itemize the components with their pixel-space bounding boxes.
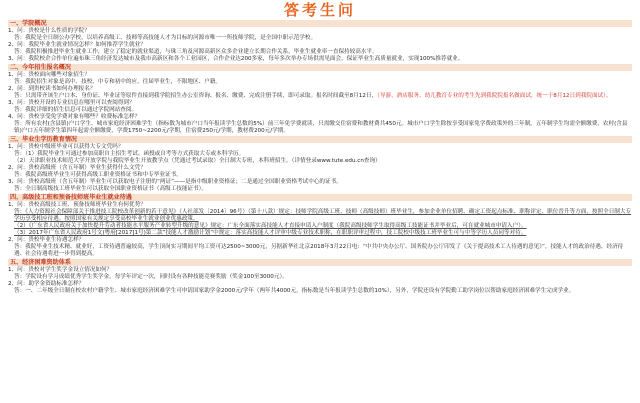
question-text: 1、问：贵校对学生奖学金设立情况如何？ <box>8 266 113 273</box>
answer-text: 答：我院详细的招生信息可以通过学院网站查阅。 <box>14 107 138 114</box>
question <box>8 100 632 107</box>
answer <box>8 209 632 223</box>
faq-section <box>8 136 632 193</box>
faq-sections <box>8 20 632 295</box>
question <box>8 144 632 151</box>
answer-text: 答：学院设有学习成绩优秀学生奖学金，每学年评定一次，同时设有各种技能竞赛奖励（奖金100至3000元）。 <box>14 273 288 280</box>
question-text: 2、问：我院毕业生就业情况怎样？如何推荐学生就业？ <box>8 42 146 49</box>
answer <box>8 151 632 158</box>
question-text: 2、问：助学金资助标准怎样？ <box>8 280 85 287</box>
answer <box>8 223 632 230</box>
question-text: 3、问：贵校开设的专业信息在哪里可以查阅得到？ <box>8 99 135 106</box>
faq-section <box>8 64 632 135</box>
question-text: 1、问：贵校面向哪些对象招生？ <box>8 71 90 78</box>
question-text: 1、问：贵校高级技工班、预备技师班毕业生有何优势？ <box>8 201 146 208</box>
question-text: 3、问：贵校高级班（含五年制）毕业生可以获取电子注册的“两证”——是指中级职业资格证；二是通过全国职业资格考试中心的证书。 <box>8 179 342 186</box>
answer <box>8 274 632 281</box>
section-heading: 一、学院概况 <box>8 20 632 27</box>
answer <box>8 79 632 86</box>
question-text: 4、问：贵校享受免学费对象有哪些？收费标准怎样？ <box>8 114 141 121</box>
question-text: 2、问：到贵校读书如何办理报名？ <box>8 85 96 92</box>
section-heading: 三、毕业生学历教育情况 <box>8 136 632 143</box>
answer-text: 答：我院是全日制公办学校，以培养高级工、技师等高技能人才为目标的河源市唯一一所技师学院，是全国中职示范学校。 <box>14 35 317 42</box>
answer <box>8 93 632 100</box>
question <box>8 72 632 79</box>
answer-text: 答：我院高级班毕业生可获得高级工职业资格证书和中专毕业证书。 <box>14 171 182 178</box>
answer-text: 答：我院积极推进毕业生就业工作，建立了稳定的就业渠道，与珠三角及河源高新区众多企业建立长期合作关系，毕业生就业率一直保持较高水平。 <box>14 49 378 56</box>
answer-text: 答：只需带齐该生户口本、身份证、毕业证等原件直接到我学院招生办公室咨询、报名、缴费、完成注册手续，即可录取。报名时间截至8月12日， <box>14 92 378 99</box>
faq-section <box>8 20 632 63</box>
question <box>8 165 632 172</box>
question <box>8 86 632 93</box>
question-text: 1、问：贵校是什么性质的学院？ <box>8 27 90 34</box>
question-text: 1、问：贵校中级班毕业可以获得大专文凭吗？ <box>8 143 124 150</box>
answer-text: 答：我院招生对象是高中、技校、中专和初中的应、往届毕业生，不限地区、户籍。 <box>14 78 221 85</box>
answer-text: （2）天津职业技术师范大学开放学院与我院毕业生开放教学点（凭通过考试录取）全日制大专班，本科班招生。（详情登录www.tute.edu.cn查询） <box>14 157 381 164</box>
question <box>8 56 632 63</box>
highlight-note: （导游、酒店服务、幼儿教育专业的考生先到我院院报名做面试，统一于8月12日到我院面试）。 <box>377 92 612 99</box>
answer <box>8 121 632 135</box>
answer-text: 答：所有农村(含县镇)户口学生、城市家庭经济困难学生（指标数为城市户口当年报读学生总数的5%）前三年免学费就读，只需缴交住宿费和教材费共450元。城市户口学生除按享受国家免学费政策外的三年制，五年制学生均需全额缴费，农村(含县镇)户口五年制学生第四年起需全额缴费，学费1750~2200元/学期，住宿费250元/学期，教材费200元/学期。 <box>14 121 628 135</box>
question-text: 3、问：我院校企合作单位遍布珠三角经济发达城市及我市高新区和各个工业园区，合作企业达200多家，每年多次举办专场供需见面会，保证毕业生高质量就业，实现100%推荐就业。 <box>8 56 464 63</box>
question <box>8 281 632 288</box>
question <box>8 267 632 274</box>
answer-text: 答：我院毕业生技术精、就业好，工资待遇普遍较高，学生顶岗实习期间平均工资可达2500~3000元，另据新华社北京2018年3月22日电：“中共中央办公厅、国务院办公厅印发了《关于提高技术工人待遇的意见》”，技能人才的政治待遇、经济待遇、社会待遇将进一步得到提高。 <box>14 243 624 258</box>
question-text: 2、问：贵校高级班（含五年制）毕业生获得什么文凭？ <box>8 164 146 171</box>
answer <box>8 186 632 193</box>
answer <box>8 288 632 295</box>
answer-text: （2）《广东省人民政府关于加快提升劳动者技能水平服务产业转型升级的意见》规定：广东全面落实高技能人才直接申请入户制度（我院高级技师学生取得高级工技能证书并毕业后，可在就业城市申请入户）。 <box>14 222 527 229</box>
answer-text: 答：一、二年级全日制在校农村户籍学生、城市家庭经济困难学生可申请国家助学金2000元/学年（两年共4000元，指标数是当年报读学生总数的10%），另外，学院还设有学院勤工助学岗位以帮助家庭经济困难学生完成学业。 <box>14 287 575 294</box>
answer-text: （3）2017年广东省人民政府1号文(粤府[2017]1号)第二款“技能人才激励计划”中规定：落实高技能人才评审中级专业技术职称，在职职评审过程中，技工院校中级技工班毕业生可与中等学历人员同等对待。 <box>14 229 527 236</box>
answer-text: 答：全日制高级技工班毕业生可以获取全国职业资格证书（高级工技能证书）。 <box>14 186 207 193</box>
faq-section <box>8 259 632 295</box>
question-text: 2、问：贵校毕业生待遇怎样？ <box>8 236 85 243</box>
question <box>8 237 632 244</box>
answer <box>8 244 632 258</box>
answer-text: 答：（1）我院毕业生可通过参加高职自主招生考试、函授或自考等方式获取大专或本科学历。 <box>14 150 245 157</box>
faq-section <box>8 194 632 258</box>
question <box>8 28 632 35</box>
answer <box>8 158 632 165</box>
page-title: 答考生问 <box>283 1 356 19</box>
question <box>8 202 632 209</box>
answer <box>8 172 632 179</box>
answer-text: 答：《人力资源社会保障部关于推进技工院校改革创新的若干意见》（人社部发〔2014〕96号）（第十八款）规定：技师学院高级工班、技师（高级技师）班毕业生，参加企业单位招聘、确定工资起点标准、职称评定、职位晋升等方面，按照全日制大专学历享受相应待遇。按照国家有关规定享受高校毕业生就业创业优惠政策。 <box>14 208 632 222</box>
section-heading: 二、今年招生报名概况 <box>8 64 632 71</box>
section-heading: 五、经济困难资助体系 <box>8 259 632 266</box>
section-heading: 四、高级技工班和预备技师班毕业生就业待遇 <box>8 194 632 201</box>
answer <box>8 230 632 237</box>
